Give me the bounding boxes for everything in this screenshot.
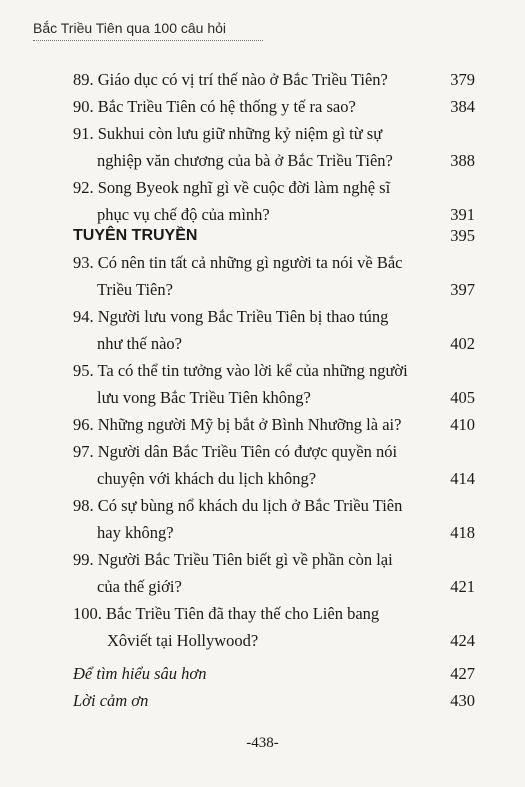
toc-entry-text: Lời cảm ơn [73, 691, 149, 710]
toc-page-number: 402 [450, 334, 475, 353]
toc-entry-text: 89. Giáo dục có vị trí thế nào ở Bắc Triều Tiên? [73, 70, 388, 89]
running-header: Bắc Triều Tiên qua 100 câu hỏi [33, 20, 227, 36]
toc-page-number: 427 [450, 664, 475, 683]
toc-page-number: 388 [450, 151, 475, 170]
toc-entry-text: 98. Có sự bùng nổ khách du lịch ở Bắc Triều Tiên [73, 496, 403, 515]
toc-entry-text: 96. Những người Mỹ bị bắt ở Bình Nhưỡng là ai? [73, 415, 402, 434]
toc-entry-text: 90. Bắc Triều Tiên có hệ thống y tế ra sao? [73, 97, 356, 116]
toc-entry-text: 95. Ta có thể tin tưởng vào lời kể của những người [73, 361, 408, 380]
toc-entry-text-cont: nghiệp văn chương của bà ở Bắc Triều Tiên? [97, 151, 393, 170]
toc-entry-text-cont: Xôviết tại Hollywood? [107, 631, 259, 650]
section-title: TUYÊN TRUYỀN [73, 227, 198, 244]
toc-entry-text: 94. Người lưu vong Bắc Triều Tiên bị thao túng [73, 307, 389, 326]
toc-entry-text-cont: như thế nào? [97, 334, 182, 353]
toc-entry-text-cont: phục vụ chế độ của mình? [97, 205, 270, 224]
toc-entry-text-cont: hay không? [97, 523, 174, 542]
page-number: -438- [246, 735, 279, 751]
toc-entry-text-cont: lưu vong Bắc Triều Tiên không? [97, 388, 311, 407]
toc-page-number: 391 [450, 205, 475, 224]
toc-page-number: 421 [450, 577, 475, 596]
toc-entry-text: 97. Người dân Bắc Triều Tiên có được quyền nói [73, 442, 398, 461]
toc-page-number: 414 [450, 469, 475, 488]
toc-entry-text: 91. Sukhui còn lưu giữ những kỷ niệm gì từ sự [73, 124, 383, 143]
toc-entry-text-cont: của thế giới? [97, 577, 182, 596]
toc-entry-text: Để tìm hiểu sâu hơn [73, 664, 207, 683]
toc-entry-text: 99. Người Bắc Triều Tiên biết gì về phần còn lại [73, 550, 393, 569]
toc-entry-text: 93. Có nên tin tất cả những gì người ta nói về Bắc [73, 253, 403, 272]
toc-entry-text: 92. Song Byeok nghĩ gì về cuộc đời làm nghệ sĩ [73, 178, 391, 197]
toc-page-number: 430 [450, 691, 475, 710]
toc-page-number: 379 [450, 70, 475, 89]
toc-page-number: 424 [450, 631, 475, 650]
header-dotted-rule [33, 40, 263, 41]
toc-page-number: 418 [450, 523, 475, 542]
toc-page-number: 410 [450, 415, 475, 434]
toc-page-number: 395 [450, 226, 475, 245]
toc-entry-text-cont: chuyện với khách du lịch không? [97, 469, 317, 488]
toc-page-number: 397 [450, 280, 475, 299]
toc-page-number: 384 [450, 97, 475, 116]
toc-entry-text-cont: Triều Tiên? [97, 280, 173, 299]
toc-entry-text: 100. Bắc Triều Tiên đã thay thế cho Liên bang [73, 604, 380, 623]
toc-page-number: 405 [450, 388, 475, 407]
